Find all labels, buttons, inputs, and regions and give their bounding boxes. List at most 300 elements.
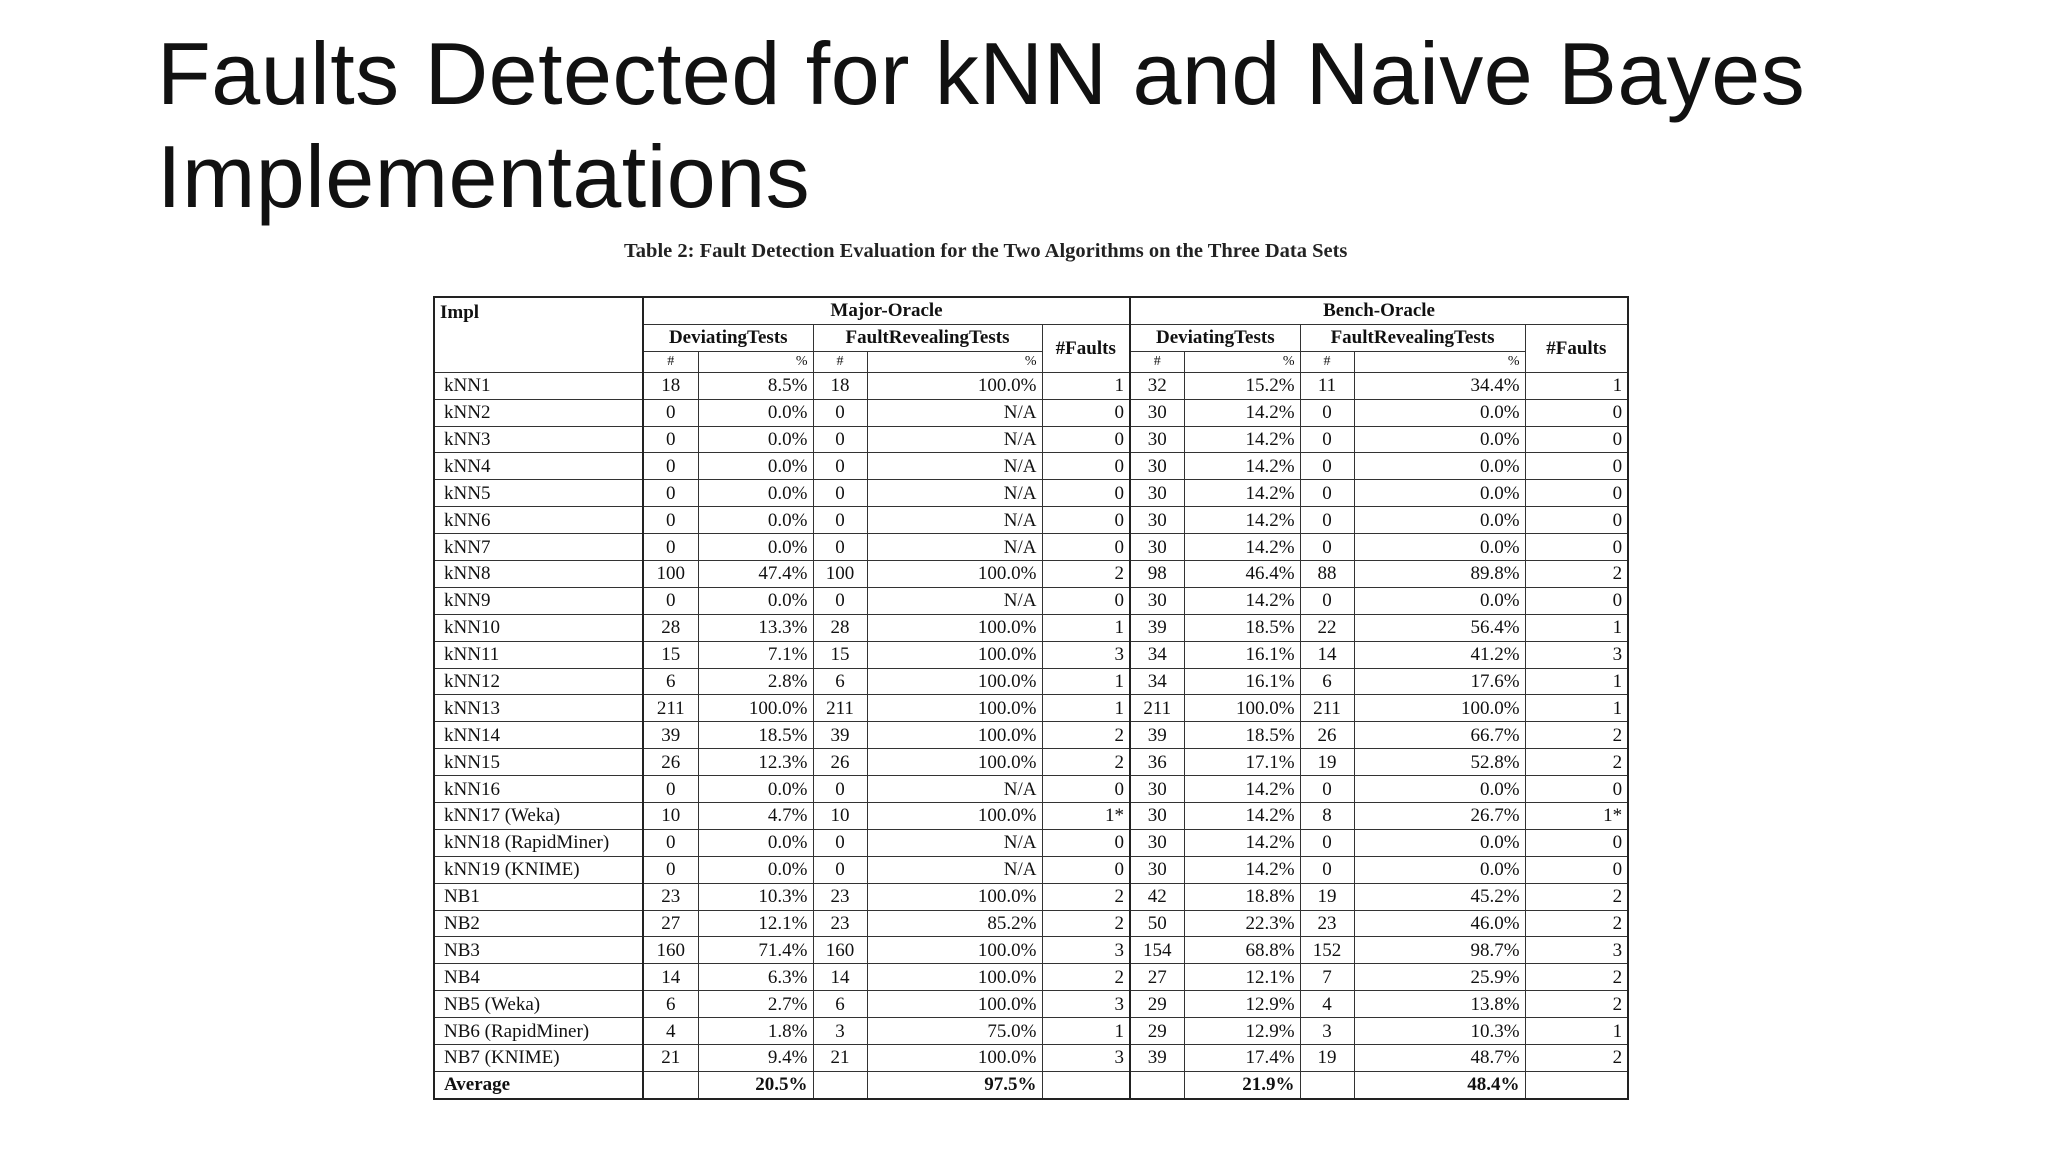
major-faults-cell: 0 — [1042, 776, 1130, 803]
major-fault-revealing-percent-cell: 100.0% — [867, 883, 1042, 910]
bench-deviating-percent-cell: 21.9% — [1184, 1071, 1300, 1098]
major-deviating-count-cell: 6 — [643, 991, 698, 1018]
major-deviating-percent-cell: 0.0% — [698, 453, 813, 480]
major-fault-revealing-count-cell: 211 — [813, 695, 867, 722]
bench-faults-cell: 2 — [1525, 883, 1628, 910]
major-fault-revealing-percent-cell: N/A — [867, 507, 1042, 534]
bench-deviating-percent-cell: 100.0% — [1184, 695, 1300, 722]
bench-faults-cell: 2 — [1525, 749, 1628, 776]
impl-cell: kNN3 — [434, 426, 643, 453]
major-fault-revealing-count-cell: 10 — [813, 803, 867, 830]
table-row — [434, 937, 1628, 964]
table-row — [434, 856, 1628, 883]
bench-deviating-count-cell: 30 — [1130, 534, 1184, 561]
bench-deviating-percent-cell: 14.2% — [1184, 534, 1300, 561]
bench-faults-cell: 2 — [1525, 991, 1628, 1018]
major-deviating-percent-cell: 0.0% — [698, 399, 813, 426]
bench-deviating-percent-cell: 14.2% — [1184, 426, 1300, 453]
bench-faults-cell: 3 — [1525, 641, 1628, 668]
major-deviating-count-cell: 39 — [643, 722, 698, 749]
bench-fault-revealing-tests-header: FaultRevealingTests — [1300, 324, 1525, 351]
bench-faults-cell: 1 — [1525, 1018, 1628, 1045]
bench-fault-revealing-count-cell: 26 — [1300, 722, 1354, 749]
major-deviating-percent-cell: 1.8% — [698, 1018, 813, 1045]
table-row — [434, 1045, 1628, 1072]
impl-cell: NB6 (RapidMiner) — [434, 1018, 643, 1045]
average-row — [434, 1071, 1628, 1098]
major-deviating-count-cell: 211 — [643, 695, 698, 722]
table-row — [434, 883, 1628, 910]
impl-cell: kNN4 — [434, 453, 643, 480]
table-row — [434, 991, 1628, 1018]
table-row — [434, 453, 1628, 480]
bench-deviating-count-cell: 32 — [1130, 372, 1184, 399]
bench-fault-revealing-percent-cell: 56.4% — [1354, 614, 1525, 641]
bench-deviating-count-cell: 98 — [1130, 561, 1184, 588]
bench-deviating-count-cell: 34 — [1130, 668, 1184, 695]
major-deviating-count-cell: 14 — [643, 964, 698, 991]
major-faults-cell: 0 — [1042, 856, 1130, 883]
major-fault-revealing-percent-cell: N/A — [867, 453, 1042, 480]
major-fault-revealing-count-cell: 0 — [813, 587, 867, 614]
unit-percent-header: % — [1184, 351, 1300, 372]
major-fault-revealing-percent-cell: 100.0% — [867, 372, 1042, 399]
bench-deviating-percent-cell: 17.4% — [1184, 1045, 1300, 1072]
bench-fault-revealing-count-cell: 0 — [1300, 587, 1354, 614]
table-row — [434, 372, 1628, 399]
bench-fault-revealing-count-cell: 0 — [1300, 507, 1354, 534]
major-deviating-percent-cell: 12.1% — [698, 910, 813, 937]
table-row — [434, 641, 1628, 668]
bench-deviating-count-cell: 30 — [1130, 587, 1184, 614]
major-faults-cell: 0 — [1042, 399, 1130, 426]
major-faults-cell: 0 — [1042, 480, 1130, 507]
major-deviating-percent-cell: 0.0% — [698, 426, 813, 453]
major-deviating-count-cell: 18 — [643, 372, 698, 399]
major-faults-cell: 0 — [1042, 426, 1130, 453]
table-caption: Table 2: Fault Detection Evaluation for the Two Algorithms on the Three Data Sets — [624, 240, 1348, 262]
major-deviating-percent-cell: 2.8% — [698, 668, 813, 695]
bench-fault-revealing-count-cell — [1300, 1071, 1354, 1098]
bench-faults-cell: 1 — [1525, 668, 1628, 695]
bench-faults-cell: 0 — [1525, 426, 1628, 453]
bench-deviating-count-cell: 30 — [1130, 399, 1184, 426]
bench-deviating-percent-cell: 16.1% — [1184, 641, 1300, 668]
table-row — [434, 1018, 1628, 1045]
bench-deviating-percent-cell: 14.2% — [1184, 776, 1300, 803]
bench-fault-revealing-count-cell: 19 — [1300, 1045, 1354, 1072]
major-fault-revealing-percent-cell: N/A — [867, 534, 1042, 561]
unit-percent-header: % — [698, 351, 813, 372]
major-faults-cell: 2 — [1042, 722, 1130, 749]
bench-faults-cell: 2 — [1525, 910, 1628, 937]
bench-fault-revealing-percent-cell: 26.7% — [1354, 803, 1525, 830]
impl-cell: kNN2 — [434, 399, 643, 426]
table-row — [434, 507, 1628, 534]
bench-fault-revealing-percent-cell: 46.0% — [1354, 910, 1525, 937]
impl-cell: kNN13 — [434, 695, 643, 722]
major-deviating-count-cell: 15 — [643, 641, 698, 668]
impl-cell: kNN11 — [434, 641, 643, 668]
major-fault-revealing-count-cell: 23 — [813, 910, 867, 937]
bench-deviating-count-cell: 211 — [1130, 695, 1184, 722]
impl-cell: kNN12 — [434, 668, 643, 695]
bench-deviating-percent-cell: 14.2% — [1184, 829, 1300, 856]
major-fault-revealing-count-cell — [813, 1071, 867, 1098]
bench-fault-revealing-count-cell: 14 — [1300, 641, 1354, 668]
unit-count-header: # — [1300, 351, 1354, 372]
bench-faults-cell: 1 — [1525, 372, 1628, 399]
impl-cell: NB4 — [434, 964, 643, 991]
major-deviating-percent-cell: 0.0% — [698, 587, 813, 614]
major-deviating-percent-cell: 100.0% — [698, 695, 813, 722]
major-fault-revealing-count-cell: 21 — [813, 1045, 867, 1072]
major-fault-revealing-count-cell: 14 — [813, 964, 867, 991]
bench-deviating-percent-cell: 68.8% — [1184, 937, 1300, 964]
major-deviating-count-cell: 0 — [643, 426, 698, 453]
bench-fault-revealing-count-cell: 0 — [1300, 480, 1354, 507]
impl-cell: kNN14 — [434, 722, 643, 749]
bench-oracle-header: Bench-Oracle — [1130, 297, 1628, 324]
impl-cell: kNN9 — [434, 587, 643, 614]
unit-percent-header: % — [1354, 351, 1525, 372]
table-row — [434, 695, 1628, 722]
table-row — [434, 561, 1628, 588]
bench-deviating-count-cell: 39 — [1130, 614, 1184, 641]
bench-faults-cell: 0 — [1525, 856, 1628, 883]
bench-faults-cell: 0 — [1525, 829, 1628, 856]
bench-fault-revealing-count-cell: 0 — [1300, 829, 1354, 856]
major-fault-revealing-count-cell: 26 — [813, 749, 867, 776]
major-fault-revealing-count-cell: 0 — [813, 453, 867, 480]
major-fault-revealing-count-cell: 15 — [813, 641, 867, 668]
bench-deviating-count-cell: 30 — [1130, 856, 1184, 883]
major-deviating-count-cell: 26 — [643, 749, 698, 776]
major-fault-revealing-percent-cell: 100.0% — [867, 749, 1042, 776]
major-deviating-count-cell: 4 — [643, 1018, 698, 1045]
major-fault-revealing-count-cell: 0 — [813, 426, 867, 453]
bench-deviating-percent-cell: 12.9% — [1184, 991, 1300, 1018]
bench-faults-cell: 0 — [1525, 399, 1628, 426]
bench-fault-revealing-count-cell: 11 — [1300, 372, 1354, 399]
unit-percent-header: % — [867, 351, 1042, 372]
bench-deviating-count-cell: 39 — [1130, 1045, 1184, 1072]
major-fault-revealing-percent-cell: N/A — [867, 399, 1042, 426]
impl-cell: kNN10 — [434, 614, 643, 641]
impl-cell: NB3 — [434, 937, 643, 964]
bench-fault-revealing-percent-cell: 41.2% — [1354, 641, 1525, 668]
bench-deviating-percent-cell: 14.2% — [1184, 587, 1300, 614]
bench-faults-cell: 0 — [1525, 480, 1628, 507]
unit-count-header: # — [1130, 351, 1184, 372]
table-row — [434, 480, 1628, 507]
major-deviating-percent-cell: 8.5% — [698, 372, 813, 399]
major-deviating-count-cell: 10 — [643, 803, 698, 830]
major-fault-revealing-count-cell: 18 — [813, 372, 867, 399]
bench-deviating-percent-cell: 16.1% — [1184, 668, 1300, 695]
impl-cell: kNN5 — [434, 480, 643, 507]
major-faults-cell: 1 — [1042, 614, 1130, 641]
bench-fault-revealing-count-cell: 19 — [1300, 749, 1354, 776]
bench-fault-revealing-percent-cell: 13.8% — [1354, 991, 1525, 1018]
major-fault-revealing-count-cell: 0 — [813, 829, 867, 856]
bench-fault-revealing-count-cell: 0 — [1300, 453, 1354, 480]
table-row — [434, 776, 1628, 803]
major-deviating-percent-cell: 0.0% — [698, 829, 813, 856]
major-fault-revealing-percent-cell: 100.0% — [867, 1045, 1042, 1072]
bench-deviating-count-cell: 29 — [1130, 991, 1184, 1018]
major-fault-revealing-count-cell: 0 — [813, 856, 867, 883]
bench-fault-revealing-count-cell: 0 — [1300, 426, 1354, 453]
major-faults-cell: 1 — [1042, 668, 1130, 695]
major-fault-revealing-count-cell: 0 — [813, 399, 867, 426]
impl-cell: NB1 — [434, 883, 643, 910]
major-fault-revealing-percent-cell: 75.0% — [867, 1018, 1042, 1045]
major-fault-revealing-percent-cell: 100.0% — [867, 722, 1042, 749]
major-deviating-percent-cell: 18.5% — [698, 722, 813, 749]
major-fault-revealing-percent-cell: 100.0% — [867, 614, 1042, 641]
bench-fault-revealing-percent-cell: 98.7% — [1354, 937, 1525, 964]
impl-cell: NB2 — [434, 910, 643, 937]
major-deviating-count-cell: 160 — [643, 937, 698, 964]
bench-deviating-count-cell: 30 — [1130, 829, 1184, 856]
major-faults-cell: 3 — [1042, 641, 1130, 668]
bench-fault-revealing-percent-cell: 0.0% — [1354, 399, 1525, 426]
impl-cell: Average — [434, 1071, 643, 1098]
major-fault-revealing-count-cell: 160 — [813, 937, 867, 964]
bench-fault-revealing-count-cell: 88 — [1300, 561, 1354, 588]
major-faults-cell: 0 — [1042, 453, 1130, 480]
table-row — [434, 534, 1628, 561]
major-deviating-percent-cell: 4.7% — [698, 803, 813, 830]
bench-faults-cell: 2 — [1525, 1045, 1628, 1072]
bench-faults-header: #Faults — [1525, 324, 1628, 372]
bench-faults-cell: 0 — [1525, 453, 1628, 480]
major-fault-revealing-percent-cell: 100.0% — [867, 964, 1042, 991]
major-fault-revealing-count-cell: 23 — [813, 883, 867, 910]
major-fault-revealing-percent-cell: N/A — [867, 426, 1042, 453]
bench-deviating-percent-cell: 46.4% — [1184, 561, 1300, 588]
bench-fault-revealing-percent-cell: 10.3% — [1354, 1018, 1525, 1045]
bench-deviating-percent-cell: 18.5% — [1184, 614, 1300, 641]
bench-fault-revealing-count-cell: 211 — [1300, 695, 1354, 722]
major-deviating-count-cell: 100 — [643, 561, 698, 588]
header-row-oracles — [434, 297, 1628, 324]
bench-fault-revealing-percent-cell: 0.0% — [1354, 776, 1525, 803]
major-deviating-count-cell — [643, 1071, 698, 1098]
bench-deviating-percent-cell: 12.9% — [1184, 1018, 1300, 1045]
fault-detection-table-wrap — [433, 296, 1627, 1100]
bench-deviating-count-cell: 30 — [1130, 426, 1184, 453]
bench-faults-cell: 2 — [1525, 561, 1628, 588]
bench-fault-revealing-count-cell: 7 — [1300, 964, 1354, 991]
bench-deviating-count-cell: 30 — [1130, 507, 1184, 534]
major-fault-revealing-percent-cell: N/A — [867, 587, 1042, 614]
major-deviating-percent-cell: 13.3% — [698, 614, 813, 641]
major-deviating-count-cell: 0 — [643, 534, 698, 561]
major-fault-revealing-percent-cell: 100.0% — [867, 668, 1042, 695]
table-row — [434, 910, 1628, 937]
major-faults-cell: 2 — [1042, 561, 1130, 588]
table-body — [434, 372, 1628, 1099]
unit-count-header: # — [643, 351, 698, 372]
major-fault-revealing-count-cell: 3 — [813, 1018, 867, 1045]
bench-faults-cell: 2 — [1525, 964, 1628, 991]
bench-fault-revealing-percent-cell: 0.0% — [1354, 856, 1525, 883]
bench-faults-cell — [1525, 1071, 1628, 1098]
bench-deviating-count-cell: 30 — [1130, 803, 1184, 830]
bench-fault-revealing-percent-cell: 0.0% — [1354, 453, 1525, 480]
major-deviating-count-cell: 0 — [643, 507, 698, 534]
bench-deviating-tests-header: DeviatingTests — [1130, 324, 1300, 351]
table-row — [434, 399, 1628, 426]
major-fault-revealing-count-cell: 28 — [813, 614, 867, 641]
bench-fault-revealing-count-cell: 0 — [1300, 534, 1354, 561]
major-faults-cell: 1 — [1042, 372, 1130, 399]
major-faults-cell: 1 — [1042, 1018, 1130, 1045]
major-faults-cell: 0 — [1042, 587, 1130, 614]
major-deviating-percent-cell: 12.3% — [698, 749, 813, 776]
major-fault-revealing-percent-cell: N/A — [867, 856, 1042, 883]
bench-fault-revealing-percent-cell: 0.0% — [1354, 829, 1525, 856]
major-deviating-percent-cell: 47.4% — [698, 561, 813, 588]
bench-fault-revealing-count-cell: 4 — [1300, 991, 1354, 1018]
bench-fault-revealing-count-cell: 19 — [1300, 883, 1354, 910]
bench-fault-revealing-count-cell: 0 — [1300, 399, 1354, 426]
bench-deviating-percent-cell: 14.2% — [1184, 480, 1300, 507]
table-row — [434, 426, 1628, 453]
table-row — [434, 829, 1628, 856]
bench-deviating-count-cell: 30 — [1130, 776, 1184, 803]
major-deviating-count-cell: 0 — [643, 587, 698, 614]
bench-deviating-count-cell: 29 — [1130, 1018, 1184, 1045]
major-fault-revealing-percent-cell: N/A — [867, 829, 1042, 856]
major-deviating-count-cell: 0 — [643, 776, 698, 803]
unit-count-header: # — [813, 351, 867, 372]
bench-deviating-count-cell: 30 — [1130, 453, 1184, 480]
major-deviating-percent-cell: 0.0% — [698, 507, 813, 534]
bench-fault-revealing-percent-cell: 0.0% — [1354, 507, 1525, 534]
bench-faults-cell: 1 — [1525, 695, 1628, 722]
bench-deviating-count-cell: 154 — [1130, 937, 1184, 964]
bench-deviating-count-cell: 27 — [1130, 964, 1184, 991]
major-deviating-count-cell: 28 — [643, 614, 698, 641]
major-deviating-percent-cell: 0.0% — [698, 534, 813, 561]
major-fault-revealing-count-cell: 0 — [813, 507, 867, 534]
major-deviating-count-cell: 21 — [643, 1045, 698, 1072]
table-row — [434, 722, 1628, 749]
bench-deviating-count-cell: 34 — [1130, 641, 1184, 668]
major-fault-revealing-percent-cell: 85.2% — [867, 910, 1042, 937]
bench-deviating-percent-cell: 18.5% — [1184, 722, 1300, 749]
major-faults-cell: 3 — [1042, 1045, 1130, 1072]
table-row — [434, 964, 1628, 991]
bench-fault-revealing-percent-cell: 0.0% — [1354, 426, 1525, 453]
bench-faults-cell: 0 — [1525, 507, 1628, 534]
bench-faults-cell: 1 — [1525, 614, 1628, 641]
bench-deviating-percent-cell: 14.2% — [1184, 399, 1300, 426]
major-faults-cell: 2 — [1042, 749, 1130, 776]
table-row — [434, 668, 1628, 695]
major-deviating-percent-cell: 0.0% — [698, 776, 813, 803]
bench-faults-cell: 0 — [1525, 776, 1628, 803]
major-faults-cell: 2 — [1042, 964, 1130, 991]
bench-deviating-percent-cell: 15.2% — [1184, 372, 1300, 399]
impl-cell: kNN17 (Weka) — [434, 803, 643, 830]
impl-cell: NB7 (KNIME) — [434, 1045, 643, 1072]
bench-faults-cell: 3 — [1525, 937, 1628, 964]
bench-deviating-count-cell: 42 — [1130, 883, 1184, 910]
major-fault-revealing-percent-cell: 100.0% — [867, 641, 1042, 668]
major-fault-revealing-count-cell: 6 — [813, 991, 867, 1018]
bench-fault-revealing-percent-cell: 45.2% — [1354, 883, 1525, 910]
major-deviating-count-cell: 0 — [643, 856, 698, 883]
major-fault-revealing-count-cell: 0 — [813, 480, 867, 507]
bench-deviating-count-cell: 30 — [1130, 480, 1184, 507]
bench-fault-revealing-percent-cell: 34.4% — [1354, 372, 1525, 399]
major-fault-revealing-percent-cell: 100.0% — [867, 803, 1042, 830]
major-fault-revealing-count-cell: 39 — [813, 722, 867, 749]
major-faults-cell: 0 — [1042, 829, 1130, 856]
major-deviating-percent-cell: 2.7% — [698, 991, 813, 1018]
bench-fault-revealing-count-cell: 0 — [1300, 776, 1354, 803]
impl-cell: kNN7 — [434, 534, 643, 561]
major-faults-cell: 2 — [1042, 883, 1130, 910]
major-faults-cell: 2 — [1042, 910, 1130, 937]
bench-fault-revealing-count-cell: 152 — [1300, 937, 1354, 964]
major-deviating-count-cell: 0 — [643, 829, 698, 856]
major-deviating-percent-cell: 0.0% — [698, 856, 813, 883]
bench-fault-revealing-percent-cell: 89.8% — [1354, 561, 1525, 588]
bench-faults-cell: 2 — [1525, 722, 1628, 749]
bench-deviating-count-cell: 39 — [1130, 722, 1184, 749]
bench-fault-revealing-count-cell: 8 — [1300, 803, 1354, 830]
bench-deviating-count-cell: 50 — [1130, 910, 1184, 937]
bench-fault-revealing-percent-cell: 0.0% — [1354, 587, 1525, 614]
impl-cell: kNN8 — [434, 561, 643, 588]
bench-fault-revealing-percent-cell: 0.0% — [1354, 534, 1525, 561]
major-faults-cell: 1 — [1042, 695, 1130, 722]
bench-fault-revealing-percent-cell: 66.7% — [1354, 722, 1525, 749]
major-deviating-percent-cell: 20.5% — [698, 1071, 813, 1098]
bench-fault-revealing-count-cell: 3 — [1300, 1018, 1354, 1045]
bench-faults-cell: 0 — [1525, 587, 1628, 614]
bench-deviating-percent-cell: 17.1% — [1184, 749, 1300, 776]
major-fault-revealing-percent-cell: N/A — [867, 776, 1042, 803]
major-fault-revealing-count-cell: 0 — [813, 534, 867, 561]
major-faults-cell: 3 — [1042, 991, 1130, 1018]
major-fault-revealing-percent-cell: 100.0% — [867, 937, 1042, 964]
major-deviating-count-cell: 0 — [643, 399, 698, 426]
impl-header: Impl — [434, 297, 643, 372]
bench-fault-revealing-percent-cell: 17.6% — [1354, 668, 1525, 695]
major-faults-cell — [1042, 1071, 1130, 1098]
major-faults-cell: 3 — [1042, 937, 1130, 964]
major-deviating-count-cell: 0 — [643, 480, 698, 507]
bench-deviating-percent-cell: 14.2% — [1184, 856, 1300, 883]
bench-deviating-count-cell: 36 — [1130, 749, 1184, 776]
bench-fault-revealing-count-cell: 0 — [1300, 856, 1354, 883]
bench-fault-revealing-percent-cell: 0.0% — [1354, 480, 1525, 507]
table-row — [434, 587, 1628, 614]
major-faults-cell: 0 — [1042, 507, 1130, 534]
bench-faults-cell: 0 — [1525, 534, 1628, 561]
major-deviating-percent-cell: 10.3% — [698, 883, 813, 910]
major-deviating-tests-header: DeviatingTests — [643, 324, 813, 351]
impl-cell: kNN18 (RapidMiner) — [434, 829, 643, 856]
major-fault-revealing-percent-cell: 100.0% — [867, 561, 1042, 588]
bench-deviating-percent-cell: 14.2% — [1184, 803, 1300, 830]
